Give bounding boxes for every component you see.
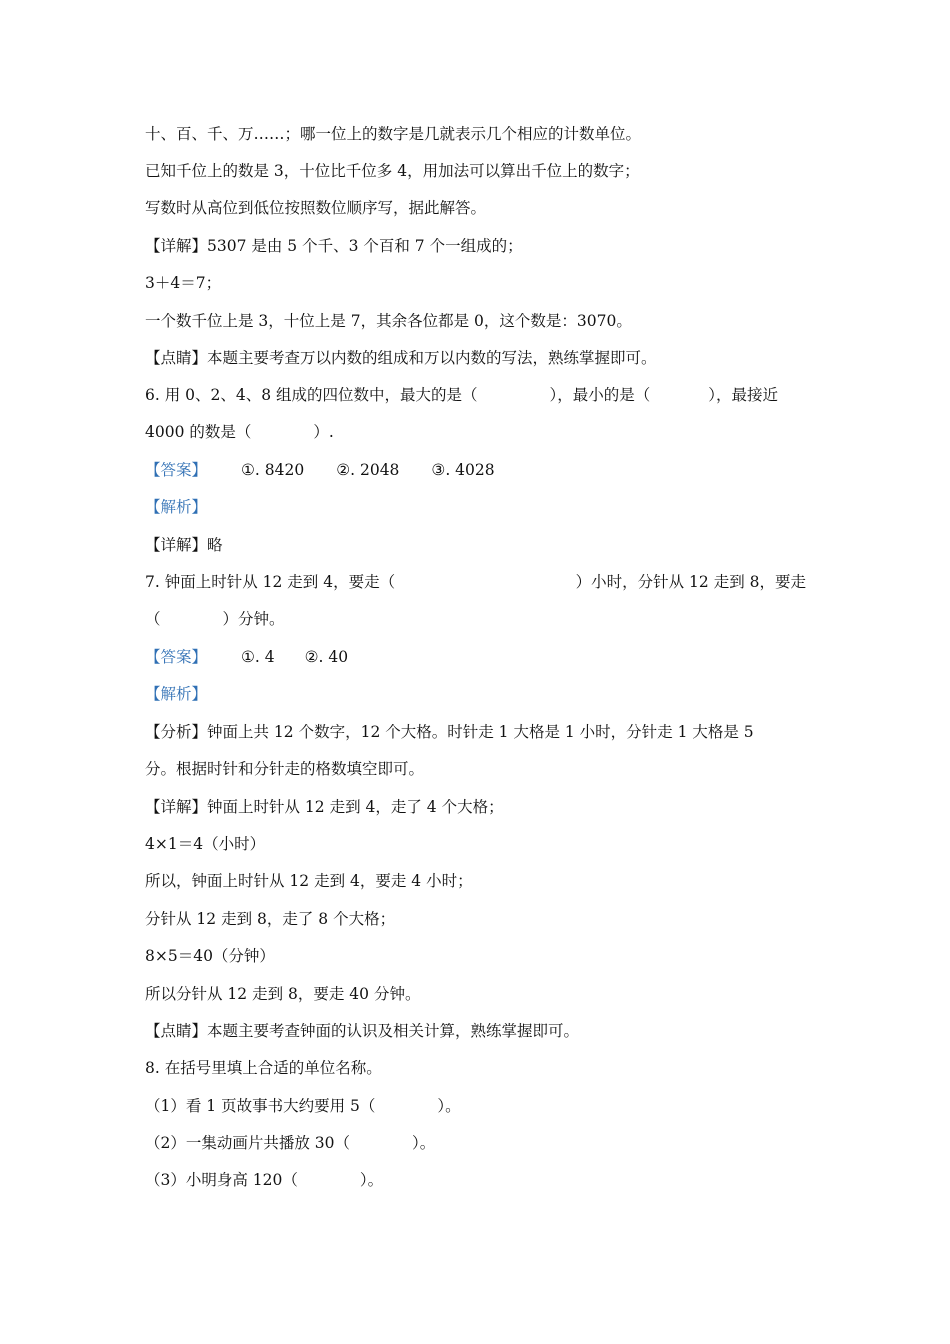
question-6-text-e: ）. xyxy=(313,423,334,441)
question-8-item-2-close: ）。 xyxy=(412,1134,436,1152)
question-8-item-3-close: ）。 xyxy=(359,1171,384,1189)
question-8-item-2 xyxy=(145,1132,435,1154)
text-line: 写数时从高位到低位按照数位顺序写，据此解答。 xyxy=(145,199,487,217)
question-7-text-b: ）小时，分针从 12 走到 8，要走 xyxy=(575,573,806,591)
question-7-text-d: ）分钟。 xyxy=(222,610,285,628)
equation-line: 3＋4＝7； xyxy=(145,274,222,292)
question-6-line-2 xyxy=(145,421,334,443)
answer-item: ③. 4028 xyxy=(431,461,495,479)
question-8-item-3-text: （3）小明身高 120（ xyxy=(145,1171,298,1189)
question-6-text-c: ），最接近 xyxy=(708,386,779,404)
answer-7 xyxy=(145,646,348,668)
question-8-item-1-close: ）。 xyxy=(437,1097,461,1115)
detail-line: 【详解】5307 是由 5 个千、3 个百和 7 个一组成的； xyxy=(145,237,523,255)
detail-line: 【详解】略 xyxy=(145,536,223,554)
question-8-item-1-text: （1）看 1 页故事书大约要用 5（ xyxy=(145,1097,376,1115)
question-6-text-b: ），最小的是（ xyxy=(549,386,651,404)
answer-item: ①. 4 xyxy=(241,648,275,666)
question-7 xyxy=(145,571,806,593)
text-line: 十、百、千、万……；哪一位上的数字是几就表示几个相应的计数单位。 xyxy=(145,125,642,143)
text-line: 一个数千位上是 3，十位上是 7，其余各位都是 0，这个数是：3070。 xyxy=(145,312,632,330)
answer-item: ②. 40 xyxy=(304,648,349,666)
answer-item: ①. 8420 xyxy=(241,461,305,479)
question-8-item-2-text: （2）一集动画片共播放 30（ xyxy=(145,1134,351,1152)
text-line: 所以分针从 12 走到 8，要走 40 分钟。 xyxy=(145,985,421,1003)
equation-line: 4×1＝4（小时） xyxy=(145,835,266,853)
question-8-item-3 xyxy=(145,1169,383,1191)
comment-line: 【点睛】本题主要考查钟面的认识及相关计算，熟练掌握即可。 xyxy=(145,1022,580,1040)
question-6 xyxy=(145,384,778,406)
comment-line: 【点睛】本题主要考查万以内数的组成和万以内数的写法，熟练掌握即可。 xyxy=(145,349,657,367)
answer-tag: 【答案】 xyxy=(145,648,208,666)
text-line: 已知千位上的数是 3，十位比千位多 4，用加法可以算出千位上的数字； xyxy=(145,162,640,180)
answer-tag: 【答案】 xyxy=(145,461,208,479)
analysis-tag: 【解析】 xyxy=(145,685,208,703)
question-7-text-c: （ xyxy=(145,610,161,628)
detail-line: 【详解】钟面上时针从 12 走到 4，走了 4 个大格； xyxy=(145,798,504,816)
answer-6 xyxy=(145,459,495,481)
question-8: 8. 在括号里填上合适的单位名称。 xyxy=(145,1059,382,1077)
question-6-text-a: 6. 用 0、2、4、8 组成的四位数中，最大的是（ xyxy=(145,386,478,404)
text-line: 分针从 12 走到 8，走了 8 个大格； xyxy=(145,910,396,928)
question-6-text-d: 4000 的数是（ xyxy=(145,423,252,441)
equation-line: 8×5＝40（分钟） xyxy=(145,947,275,965)
analysis-line: 【分析】钟面上共 12 个数字，12 个大格。时针走 1 大格是 1 小时，分针走 1 大格是 5 xyxy=(145,723,754,741)
analysis-tag: 【解析】 xyxy=(145,498,208,516)
text-line: 所以，钟面上时针从 12 走到 4，要走 4 小时； xyxy=(145,872,473,890)
answer-item: ②. 2048 xyxy=(336,461,400,479)
question-7-text-a: 7. 钟面上时针从 12 走到 4，要走（ xyxy=(145,573,396,591)
question-7-line-2 xyxy=(145,608,285,630)
analysis-line: 分。根据时针和分针走的格数填空即可。 xyxy=(145,760,425,778)
question-8-item-1 xyxy=(145,1095,461,1117)
